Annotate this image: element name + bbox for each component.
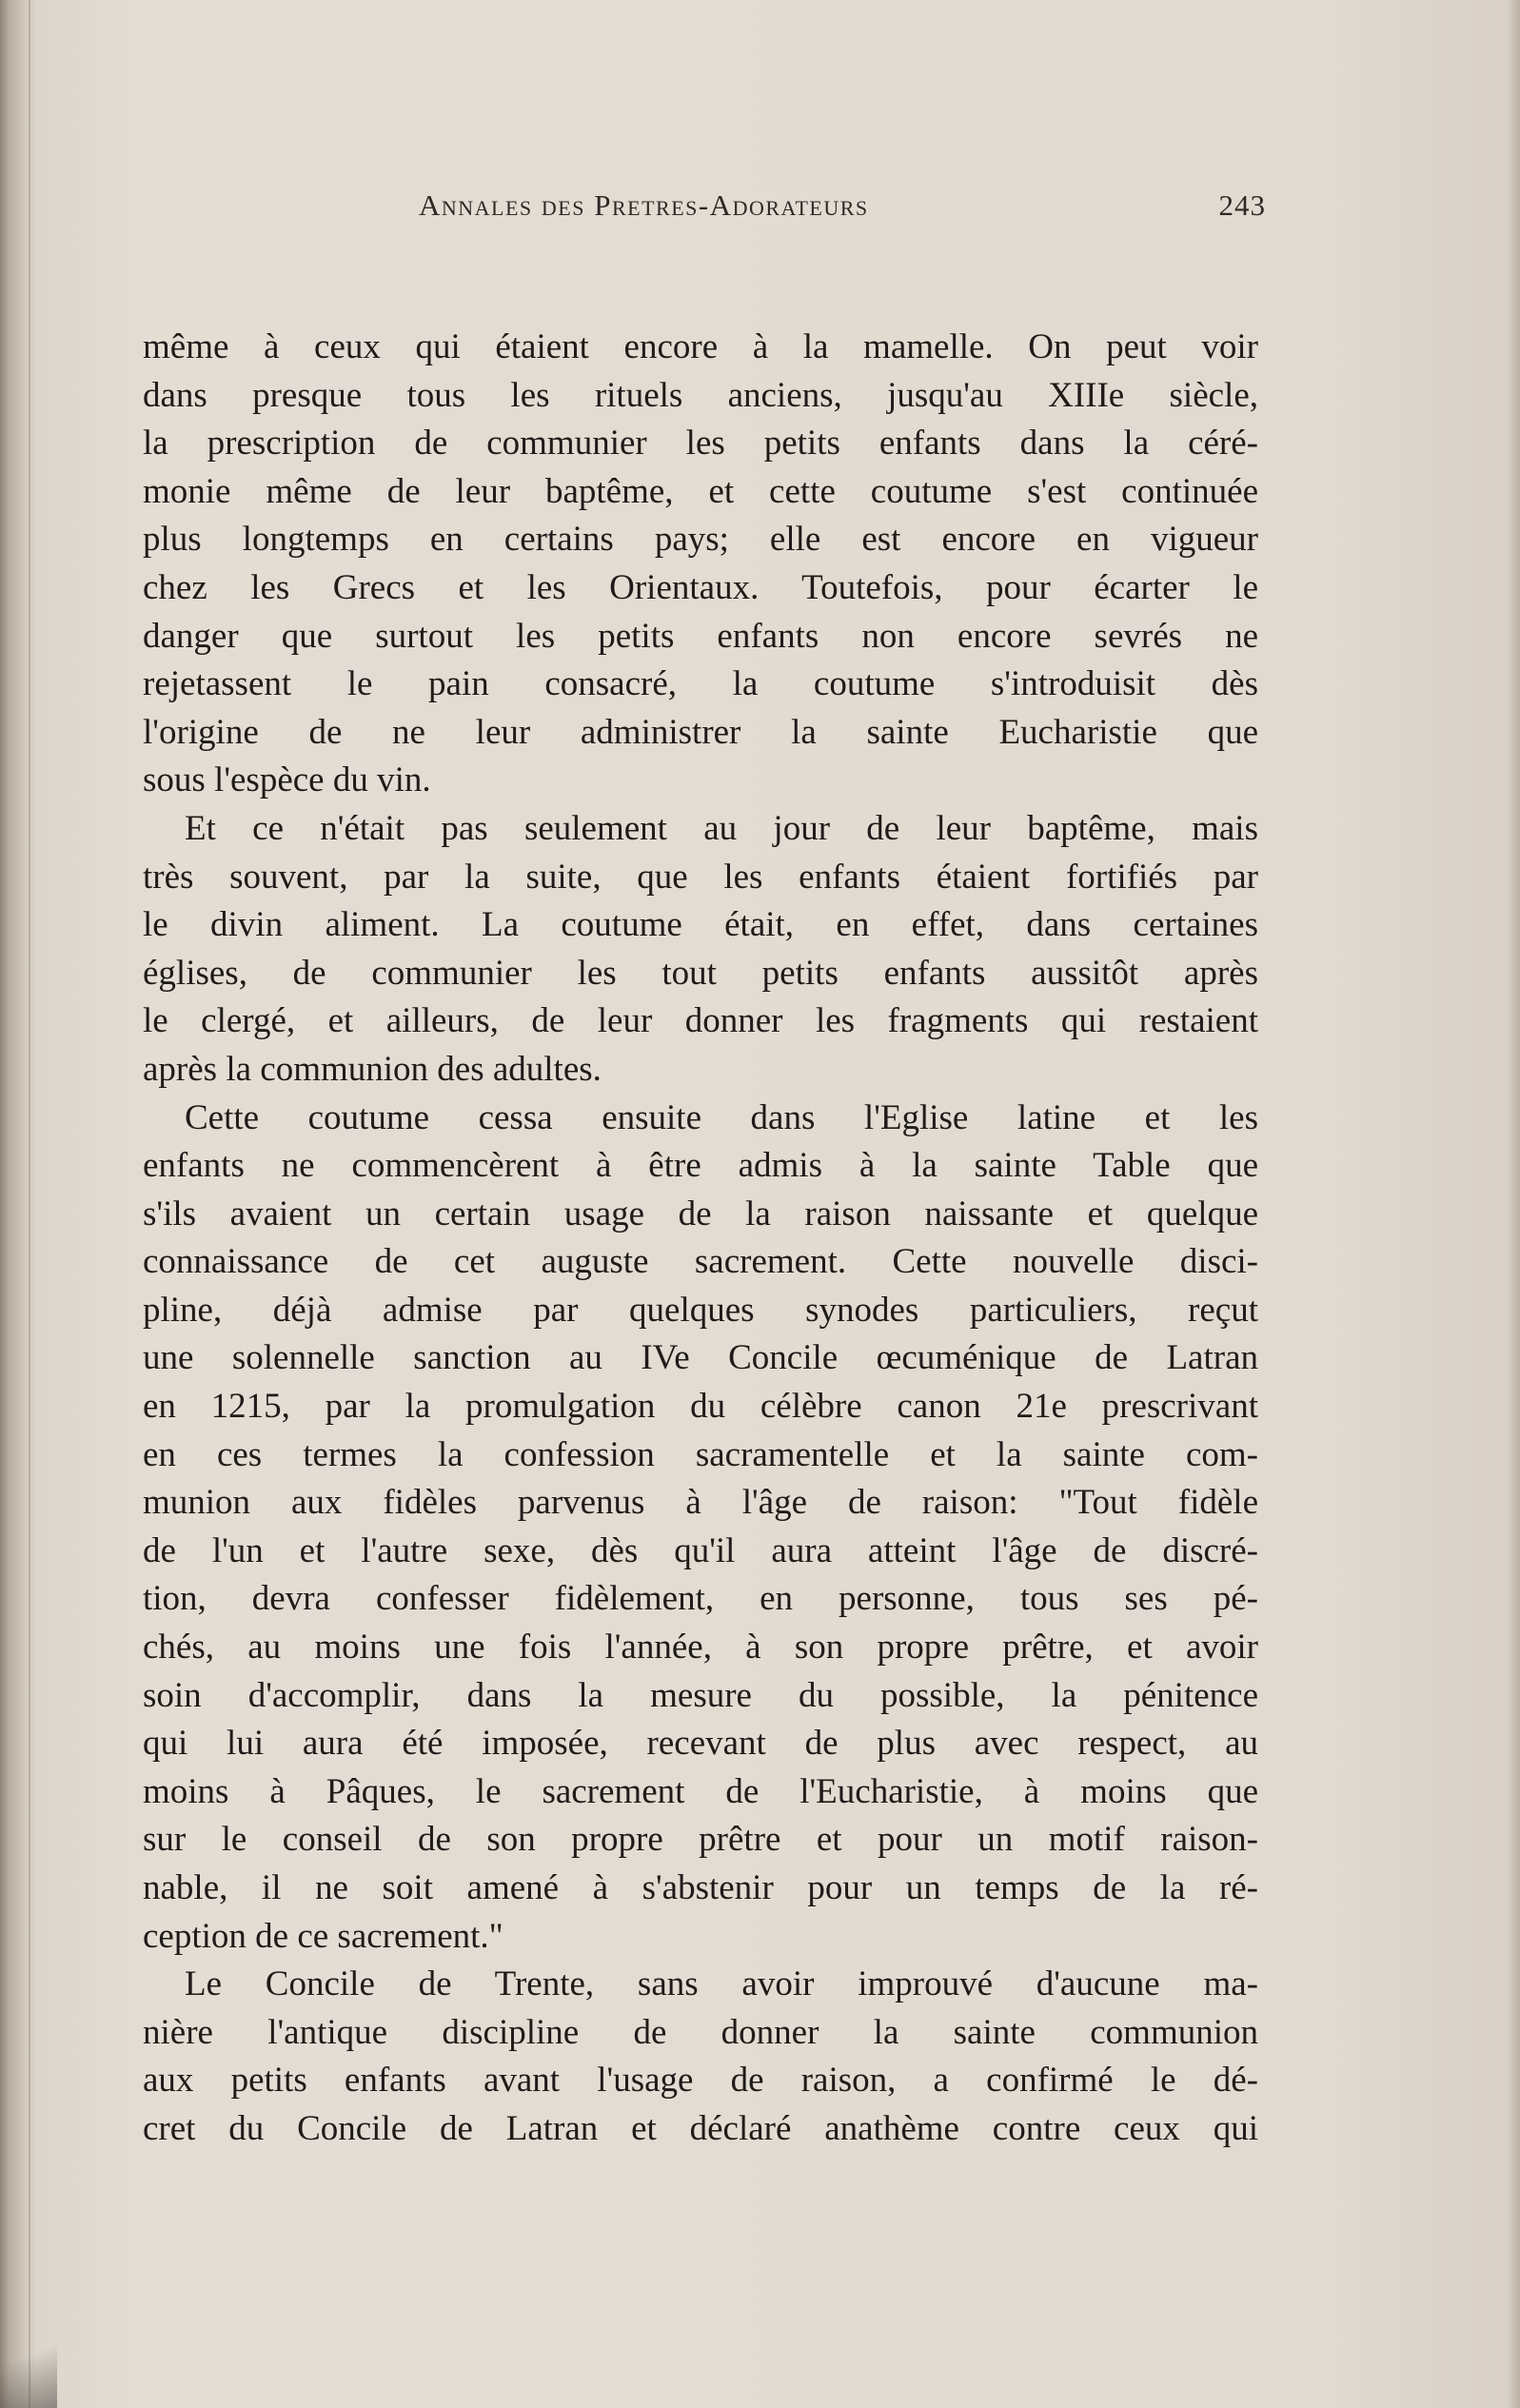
text-line: très souvent, par la suite, que les enfants étaient fortifiés par — [143, 857, 1258, 897]
text-line: le divin aliment. La coutume était, en effet, dans certaines — [143, 905, 1258, 945]
text-line: après la communion des adultes. — [143, 1049, 602, 1089]
text-line: même à ceux qui étaient encore à la mamelle. On peut voir — [143, 327, 1258, 366]
text-line: la prescription de communier les petits enfants dans la céré- — [143, 424, 1258, 464]
running-head-title: Annales des Pretres-Adorateurs — [419, 188, 869, 222]
text-line: connaissance de cet auguste sacrement. Cette nouvelle disci- — [143, 1242, 1258, 1282]
text-line: tion, devra confesser fidèlement, en personne, tous ses pé- — [143, 1579, 1258, 1619]
text-line: Cette coutume cessa ensuite dans l'Eglise latine et les — [185, 1097, 1258, 1137]
text-line: de l'un et l'autre sexe, dès qu'il aura atteint l'âge de discré- — [143, 1530, 1258, 1570]
text-line: monie même de leur baptême, et cette coutume s'est continuée — [143, 471, 1258, 511]
text-line: chez les Grecs et les Orientaux. Toutefois, pour écarter le — [143, 567, 1258, 607]
text-line: sous l'espèce du vin. — [143, 760, 431, 800]
text-line: l'origine de ne leur administrer la sainte Eucharistie que — [143, 712, 1258, 752]
text-line: moins à Pâques, le sacrement de l'Eucharistie, à moins que — [143, 1771, 1258, 1811]
text-line: munion aux fidèles parvenus à l'âge de raison: "Tout fidèle — [143, 1483, 1258, 1523]
page-corner-shadow — [0, 2322, 57, 2408]
text-line: aux petits enfants avant l'usage de raison, a confirmé le dé- — [143, 2061, 1258, 2101]
text-line: dans presque tous les rituels anciens, jusqu'au XIIIe siècle, — [143, 375, 1258, 415]
text-line: soin d'accomplir, dans la mesure du possible, la pénitence — [143, 1675, 1258, 1715]
text-line: Et ce n'était pas seulement au jour de leur baptême, mais — [185, 808, 1258, 848]
text-line: danger que surtout les petits enfants non encore sevrés ne — [143, 616, 1258, 656]
text-line: plus longtemps en certains pays; elle est encore en vigueur — [143, 520, 1258, 560]
text-line: sur le conseil de son propre prêtre et pour un motif raison- — [143, 1820, 1258, 1860]
text-line: cret du Concile de Latran et déclaré anathème contre ceux qui — [143, 2108, 1258, 2148]
text-line: enfants ne commencèrent à être admis à la sainte Table que — [143, 1146, 1258, 1186]
text-line: nable, il ne soit amené à s'abstenir pour un temps de la ré- — [143, 1868, 1258, 1907]
body-text — [143, 324, 1258, 2154]
page-right-edge — [1507, 0, 1520, 2408]
text-line: qui lui aura été imposée, recevant de plus avec respect, au — [143, 1724, 1258, 1764]
text-line: chés, au moins une fois l'année, à son propre prêtre, et avoir — [143, 1628, 1258, 1668]
text-line: en ces termes la confession sacramentelle et la sainte com- — [143, 1434, 1258, 1474]
text-line: en 1215, par la promulgation du célèbre canon 21e prescrivant — [143, 1387, 1258, 1427]
running-head — [143, 188, 1266, 227]
page-number: 243 — [1218, 188, 1266, 222]
text-line: rejetassent le pain consacré, la coutume s'introduisit dès — [143, 664, 1258, 704]
binding-fold-line — [29, 0, 30, 2408]
page-binding-shadow — [0, 0, 36, 2408]
text-line: s'ils avaient un certain usage de la raison naissante et quelque — [143, 1194, 1258, 1234]
text-line: ception de ce sacrement." — [143, 1916, 503, 1956]
text-line: une solennelle sanction au IVe Concile œcuménique de Latran — [143, 1338, 1258, 1378]
text-line: Le Concile de Trente, sans avoir improuvé d'aucune ma- — [185, 1964, 1258, 2004]
text-line: églises, de communier les tout petits enfants aussitôt après — [143, 953, 1258, 993]
text-line: nière l'antique discipline de donner la sainte communion — [143, 2012, 1258, 2052]
text-line: pline, déjà admise par quelques synodes particuliers, reçut — [143, 1290, 1258, 1330]
text-line: le clergé, et ailleurs, de leur donner les fragments qui restaient — [143, 1001, 1258, 1041]
